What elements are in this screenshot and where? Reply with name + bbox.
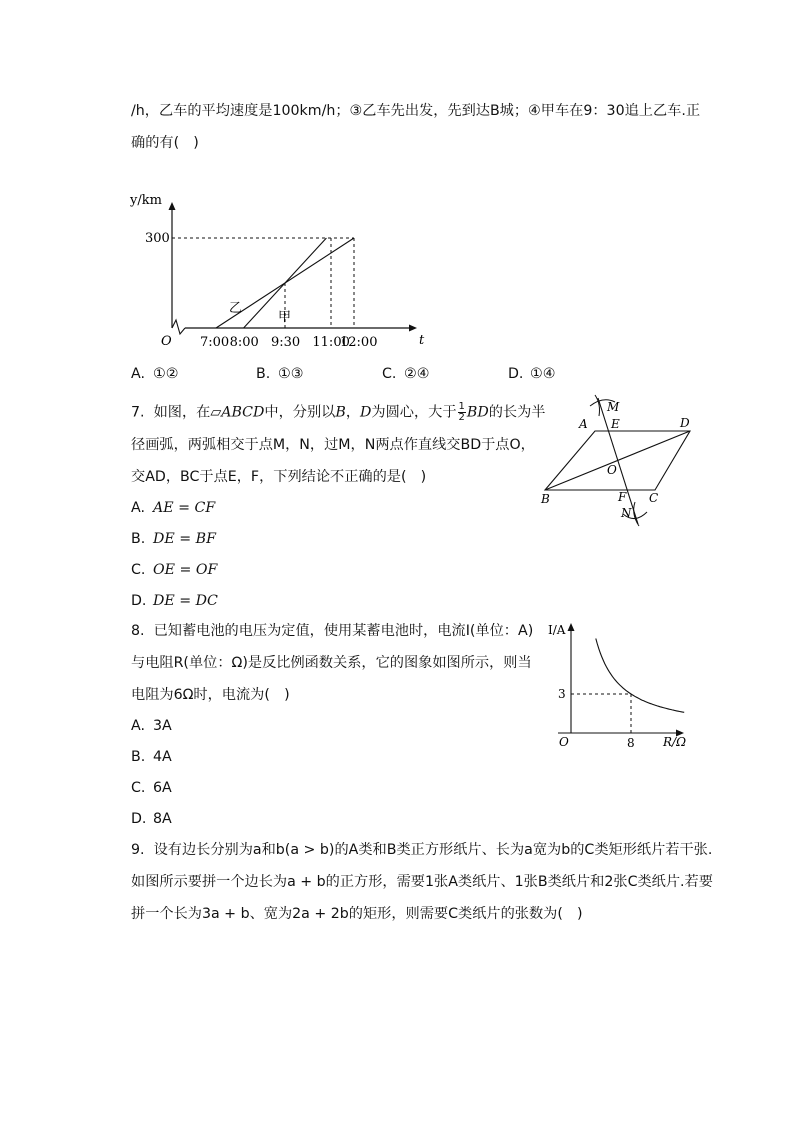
q7-label-d: D xyxy=(680,416,690,430)
q6-y-axis-arrow xyxy=(169,202,176,210)
q7-label-e: E xyxy=(611,417,620,431)
q7-parallelogram-figure xyxy=(535,390,705,530)
q9-line-1: 9. 设有边长分别为a和b(a > b)的A类和B类正方形纸片、长为a宽为b的C类矩形纸片若干张. xyxy=(131,842,713,858)
q6-line-2: 确的有( ) xyxy=(131,135,199,151)
q8-line-3: 电阻为6Ω时，电流为( ) xyxy=(131,687,290,703)
q6-distance-time-chart xyxy=(125,188,435,358)
q7-arc-n2 xyxy=(634,502,639,526)
q8-option-c[interactable]: C. 6A xyxy=(131,780,172,796)
q9-line-2: 如图所示要拼一个边长为a + b的正方形，需要1张A类纸片、1张B类纸片和2张C类纸片.若要 xyxy=(131,874,713,890)
q7-option-a[interactable]: A. AE = CF xyxy=(131,500,216,516)
q8-x-label: R/Ω xyxy=(663,735,687,749)
q8-y-label: I/A xyxy=(548,623,566,637)
q6-y-tick-300: 300 xyxy=(145,231,170,246)
q6-label-yi: 乙 xyxy=(229,301,243,316)
q8-option-a[interactable]: A. 3A xyxy=(131,718,172,734)
q8-option-b[interactable]: B. 4A xyxy=(131,749,172,765)
q7-label-c: C xyxy=(649,491,659,505)
q6-option-d[interactable]: D. ①④ xyxy=(508,366,556,382)
q7-label-a: A xyxy=(579,417,588,431)
q7-fraction: $\frac{1}{2}$ xyxy=(458,401,465,423)
q6-x-tick-label: 8:00 xyxy=(229,335,259,350)
q8-hyperbola-curve xyxy=(596,639,684,713)
q8-origin: O xyxy=(559,735,569,749)
q7-label-b: B xyxy=(541,492,550,506)
q6-x-label: t xyxy=(419,333,425,348)
q7-option-c[interactable]: C. OE = OF xyxy=(131,562,218,578)
q7-line-1: 7. 如图，在▱ABCD中，分别以B，D为圆心，大于 $\frac{1}{2}$ BD的长为半 xyxy=(131,401,546,423)
q6-x-tick-label: 9:30 xyxy=(271,335,301,350)
q8-line-2: 与电阻R(单位：Ω)是反比例函数关系，它的图象如图所示，则当 xyxy=(131,655,532,671)
q7-line-2: 径画弧，两弧相交于点M，N，过M，N两点作直线交BD于点O， xyxy=(131,437,535,453)
q7-option-d[interactable]: D. DE = DC xyxy=(131,593,218,609)
q8-x-tick-8: 8 xyxy=(627,736,635,750)
q7-line-3: 交AD，BC于点E，F，下列结论不正确的是( ) xyxy=(131,469,427,485)
q7-option-b[interactable]: B. DE = BF xyxy=(131,531,216,547)
q8-option-d[interactable]: D. 8A xyxy=(131,811,172,827)
q8-line-1: 8. 已知蓄电池的电压为定值，使用某蓄电池时，电流I(单位：A) xyxy=(131,623,534,639)
q6-x-tick-label: 7:00 xyxy=(200,335,230,350)
q6-x-axis-arrow xyxy=(409,325,417,332)
q6-option-b[interactable]: B. ①③ xyxy=(256,366,304,382)
q6-y-label: y/km xyxy=(130,193,162,208)
q9-line-3: 拼一个长为3a + b、宽为2a + 2b的矩形，则需要C类纸片的张数为( ) xyxy=(131,906,583,922)
q6-x-tick-label: 12:00 xyxy=(340,335,378,350)
q7-arc-m2 xyxy=(595,395,600,416)
q6-x-tick-label: 11:00 xyxy=(312,335,350,350)
q6-option-a[interactable]: A. ①② xyxy=(131,366,179,382)
q7-label-f: F xyxy=(618,490,627,504)
q7-label-n: N xyxy=(621,506,632,520)
q6-origin: O xyxy=(161,334,172,349)
q7-label-m: M xyxy=(607,400,620,414)
q6-axis-break xyxy=(172,320,185,334)
q6-label-jia: 甲 xyxy=(278,310,292,325)
q8-inverse-function-figure xyxy=(540,615,700,755)
q7-label-o: O xyxy=(607,463,617,477)
q6-option-c[interactable]: C. ②④ xyxy=(382,366,430,382)
q8-y-tick-3: 3 xyxy=(558,687,566,701)
q6-line-1: /h，乙车的平均速度是100km/h；③乙车先出发，先到达B城；④甲车在9：30追上乙车.正 xyxy=(131,103,701,119)
q8-y-axis-arrow xyxy=(568,623,575,631)
